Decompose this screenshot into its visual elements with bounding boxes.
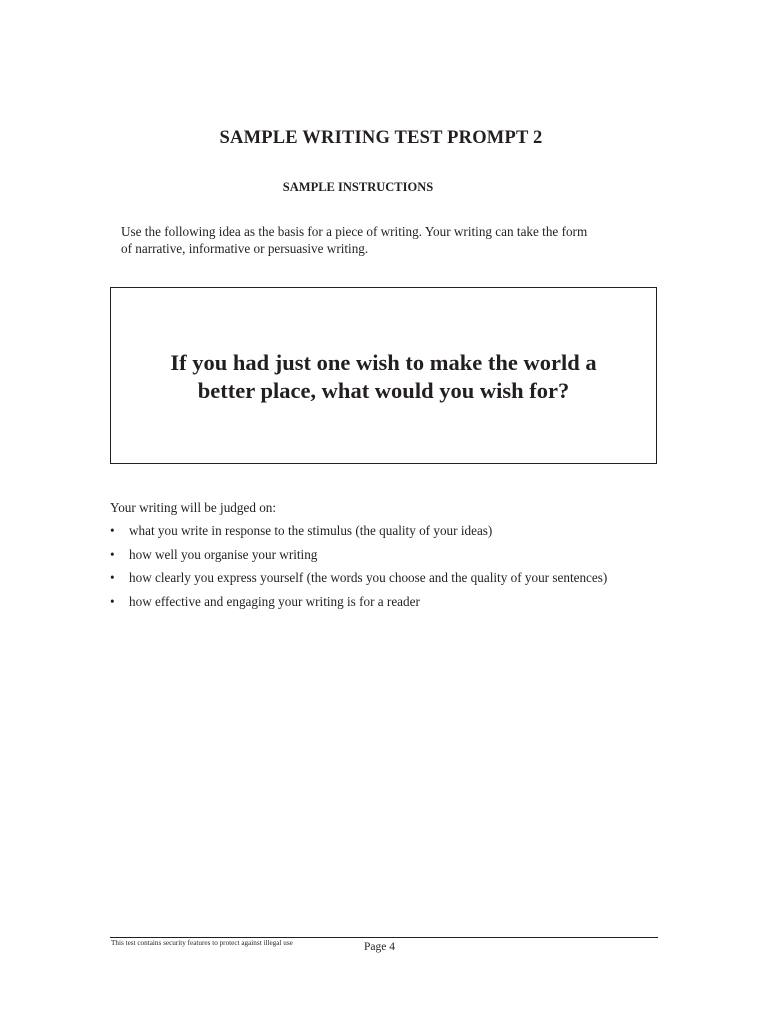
bullet-icon: • [110, 546, 115, 562]
criteria-text: how clearly you express yourself (the words you choose and the quality of your sentences) [129, 570, 608, 585]
instructions-text [121, 223, 651, 257]
bullet-icon: • [110, 523, 115, 538]
bullet-icon: • [110, 570, 115, 585]
stimulus-box [110, 287, 657, 464]
criteria-text: how effective and engaging your writing is for a reader [129, 593, 420, 609]
instructions-line-2: of narrative, informative or persuasive writing. [121, 241, 369, 256]
criteria-text: what you write in response to the stimulus (the quality of your ideas) [129, 523, 493, 538]
judging-intro: Your writing will be judged on: [110, 500, 277, 515]
page-number: Page 4 [364, 941, 395, 953]
instructions-heading: SAMPLE INSTRUCTIONS [282, 180, 434, 194]
criteria-item [110, 545, 607, 569]
footer-security-note: This test contains security features to protect against illegal use [111, 939, 293, 947]
footer-rule [110, 937, 658, 938]
criteria-item [110, 568, 607, 592]
bullet-icon: • [110, 593, 115, 609]
instructions-line-1: Use the following idea as the basis for a piece of writing. Your writing can take the form [121, 224, 588, 239]
stimulus-line-2: better place, what would you wish for? [197, 378, 570, 403]
stimulus-line-1: If you had just one wish to make the world a [170, 350, 597, 375]
criteria-item [110, 592, 607, 616]
criteria-list [110, 521, 607, 615]
criteria-item [110, 521, 607, 545]
criteria-text: how well you organise your writing [129, 546, 318, 562]
stimulus-question [111, 349, 656, 405]
page-title: SAMPLE WRITING TEST PROMPT 2 [219, 128, 543, 148]
